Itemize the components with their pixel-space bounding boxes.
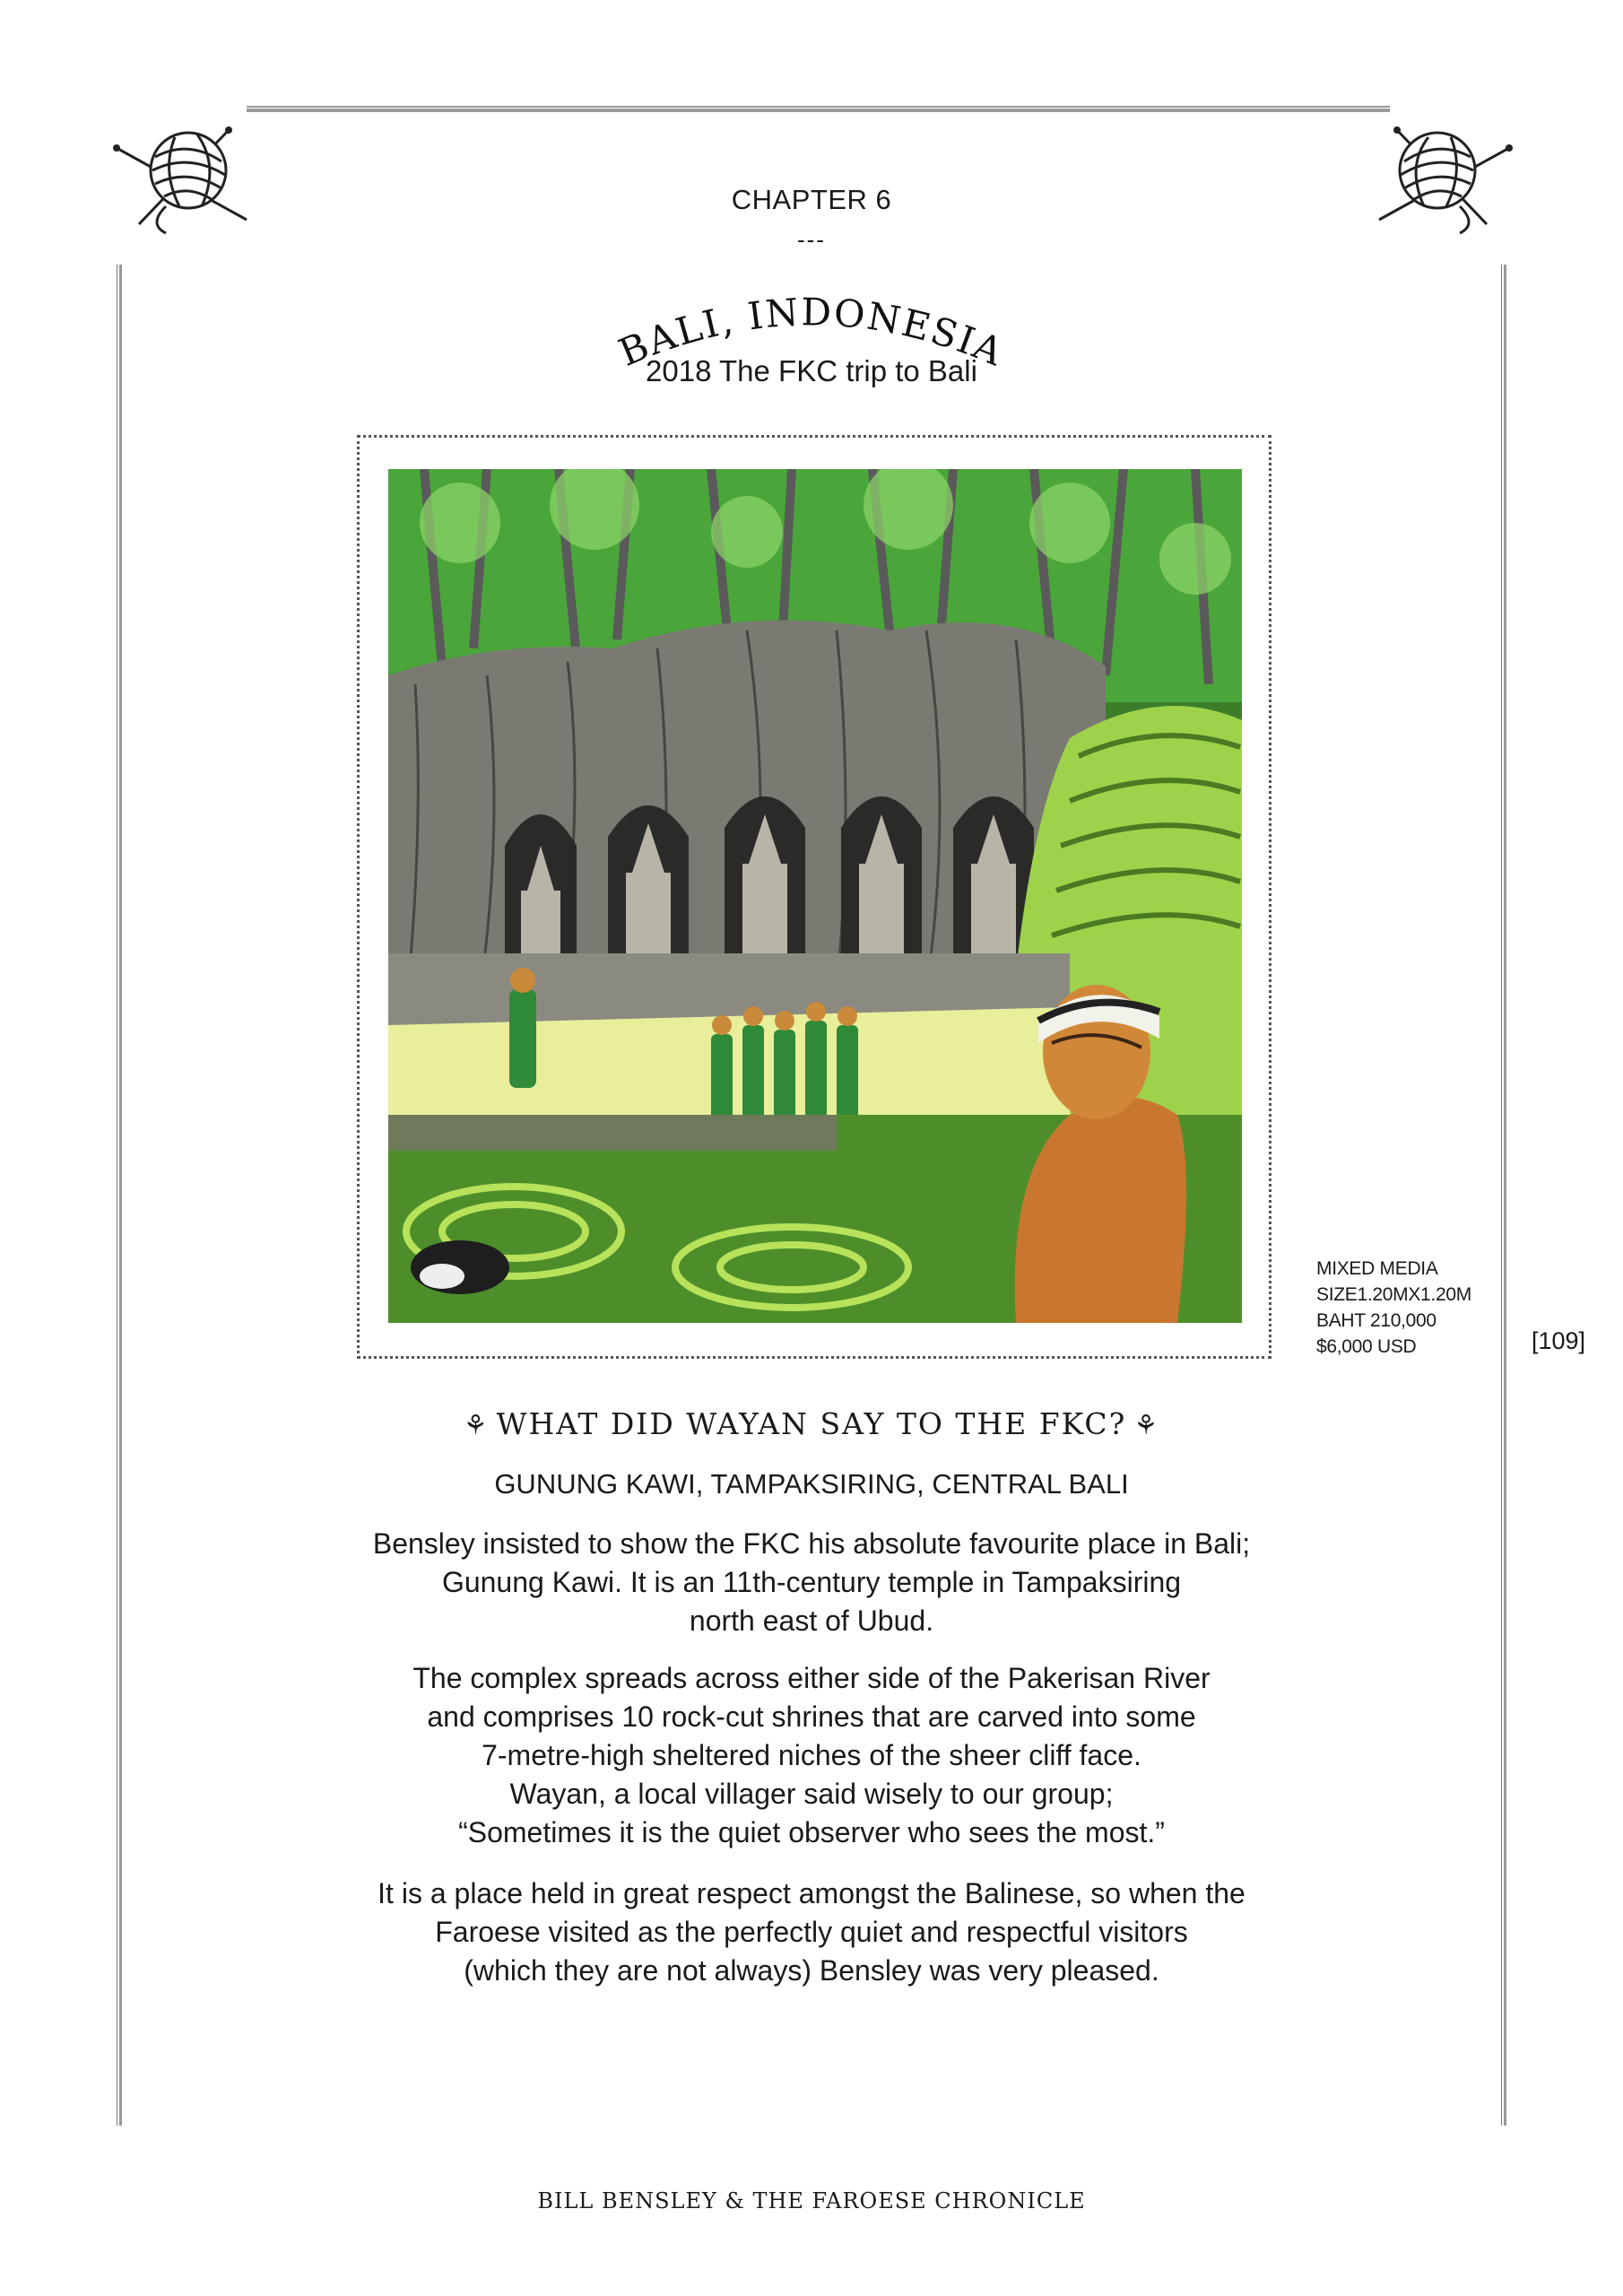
paragraph-line: Wayan, a local villager said wisely to our group;: [509, 1778, 1114, 1810]
chapter-separator: ---: [797, 226, 826, 253]
paragraph-line: north east of Ubud.: [689, 1605, 934, 1637]
artwork-price-usd: $6,000 USD: [1316, 1336, 1417, 1357]
paragraph-line: The complex spreads across either side of the Pakerisan River: [412, 1662, 1211, 1694]
paragraph-line: “Sometimes it is the quiet observer who sees the most.”: [458, 1816, 1165, 1848]
flower-ornament-icon: ⚘: [1133, 1410, 1160, 1441]
top-border-rule: [247, 106, 1390, 112]
chapter-subtitle: 2018 The FKC trip to Bali: [646, 354, 977, 387]
chapter-label: CHAPTER 6: [731, 184, 892, 215]
section-location: GUNUNG KAWI, TAMPAKSIRING, CENTRAL BALI: [494, 1468, 1129, 1500]
paragraph-line: It is a place held in great respect amongst the Balinese, so when the: [378, 1877, 1245, 1909]
right-border-rule: [1501, 265, 1506, 2126]
paragraph-line: Gunung Kawi. It is an 11th-century temple in Tampaksiring: [441, 1566, 1182, 1598]
artwork-price-baht: BAHT 210,000: [1316, 1310, 1436, 1331]
yarn-ball-icon: [112, 112, 256, 238]
paragraph-line: 7-metre-high sheltered niches of the sheer cliff face.: [482, 1739, 1141, 1771]
paragraph-line: Bensley insisted to show the FKC his absolute favourite place in Bali;: [372, 1527, 1251, 1560]
body-paragraph: [296, 1659, 1327, 1852]
artwork-details: [1316, 1256, 1471, 1360]
artwork-media: MIXED MEDIA: [1316, 1258, 1438, 1279]
left-border-rule: [117, 265, 122, 2126]
yarn-ball-icon: [1370, 112, 1514, 238]
paragraph-line: and comprises 10 rock-cut shrines that are carved into some: [427, 1700, 1196, 1733]
artwork-size: SIZE1.20MX1.20M: [1316, 1284, 1471, 1305]
paragraph-line: (which they are not always) Bensley was very pleased.: [464, 1954, 1159, 1987]
chapter-title-text: BALI, INDONESIA: [612, 290, 1011, 375]
body-paragraph: [296, 1525, 1327, 1640]
section-heading: [0, 1406, 1623, 1441]
section-heading-text: WHAT DID WAYAN SAY TO THE FKC?: [496, 1406, 1127, 1441]
flower-ornament-icon: ⚘: [463, 1410, 490, 1441]
page-footer: BILL BENSLEY & THE FAROESE CHRONICLE: [537, 2188, 1086, 2213]
body-paragraph: [296, 1874, 1327, 1990]
page-number: [109]: [1532, 1327, 1586, 1354]
paragraph-line: Faroese visited as the perfectly quiet and respectful visitors: [435, 1916, 1188, 1948]
painting-image: [388, 469, 1242, 1323]
